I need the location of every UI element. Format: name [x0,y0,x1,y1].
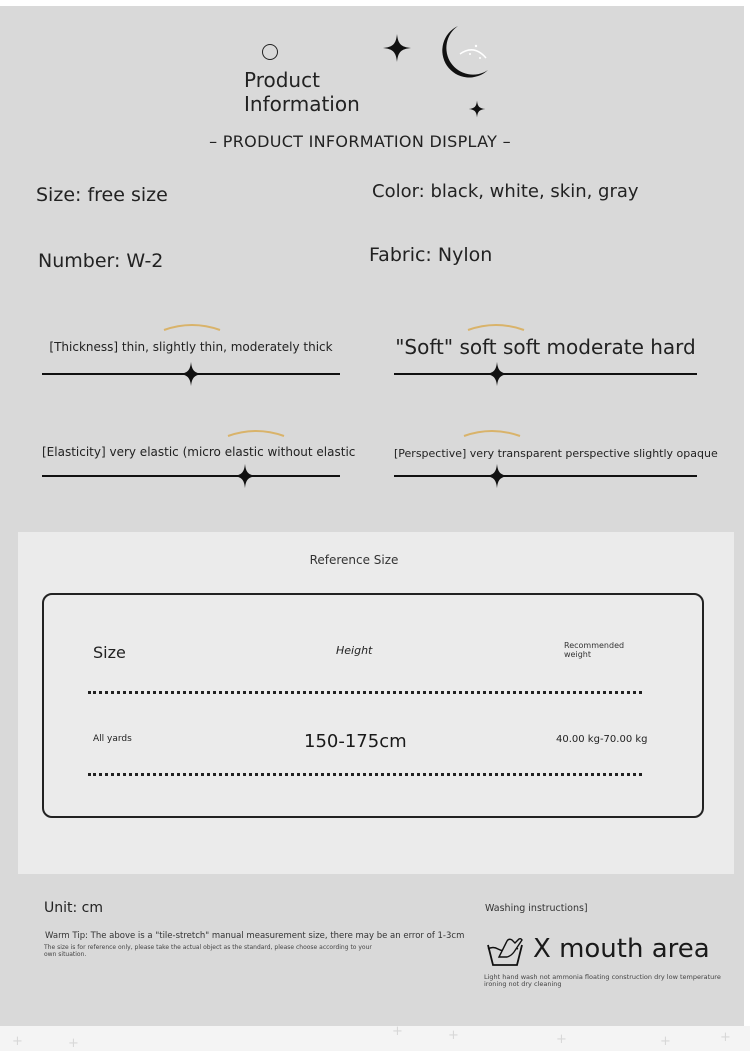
scale-label-softness: "Soft" soft soft moderate hard [395,335,696,359]
reference-note-line-2: own situation. [44,951,87,958]
washing-desc-line-1: Light hand wash not ammonia floating construction dry low temperature [484,973,721,981]
cross-icon: + [448,1028,459,1043]
page-title [244,68,360,116]
spec-size: Size: free size [36,184,168,206]
washing-desc-line-2: ironing not dry cleaning [484,980,562,988]
reference-size-table [42,593,704,818]
scale-label-perspective: [Perspective] very transparent perspective slightly opaque [394,447,718,460]
scale-label-elasticity: [Elasticity] very elastic (micro elastic without elastic [42,445,356,459]
washing-heading: X mouth area [533,934,710,964]
cross-icon: + [12,1034,23,1049]
header-recommended-weight [564,641,624,659]
table-divider [88,691,642,694]
scale-line-elasticity [42,475,340,477]
header-weight-line-1: Recommended [564,641,625,650]
section-heading: – PRODUCT INFORMATION DISPLAY – [209,132,511,151]
scale-line-softness [394,373,697,375]
cross-icon: + [660,1034,671,1049]
cell-size: All yards [93,734,132,744]
cross-icon: + [392,1024,403,1039]
header-height: Height [336,644,373,657]
header-size: Size [93,643,126,662]
gold-brush-icon [162,322,222,334]
cross-icon: + [720,1030,731,1045]
cell-weight: 40.00 kg-70.00 kg [556,734,648,745]
spec-fabric: Fabric: Nylon [369,244,493,266]
cross-icon: + [68,1036,79,1051]
reference-note-line-1: The size is for reference only, please take the actual object as the standard, please choose according to your [44,944,372,951]
scale-marker-elasticity [232,463,258,489]
circle-icon [262,44,278,60]
gold-brush-icon [462,428,522,440]
unit-label: Unit: cm [44,900,104,916]
scale-label-thickness: [Thickness] thin, slightly thin, moderately thick [49,340,333,354]
scale-marker-perspective [484,463,510,489]
spec-number: Number: W-2 [38,250,164,272]
sparkle-icon [382,33,412,63]
reference-size-title: Reference Size [309,553,399,567]
gold-brush-icon [226,428,286,440]
scale-marker-softness [484,361,510,387]
moon-icon [436,24,492,82]
gold-brush-icon [466,322,526,334]
bottom-strip [0,1026,750,1051]
table-divider [88,773,642,776]
hand-wash-icon [485,935,525,969]
reference-note [44,944,374,958]
cross-icon: + [556,1032,567,1047]
title-line-2: Information [244,92,360,116]
cell-height: 150-175cm [304,731,407,752]
small-sparkle-icon [468,100,486,118]
spec-color: Color: black, white, skin, gray [372,181,639,202]
washing-description [484,974,721,988]
title-line-1: Product [244,68,320,92]
scale-line-perspective [394,475,697,477]
scale-marker-thickness [178,361,204,387]
header-weight-line-2: weight [564,650,591,659]
washing-title: Washing instructions] [485,903,588,914]
warm-tip: Warm Tip: The above is a "tile-stretch" manual measurement size, there may be an error of 1-3cm [45,931,465,941]
